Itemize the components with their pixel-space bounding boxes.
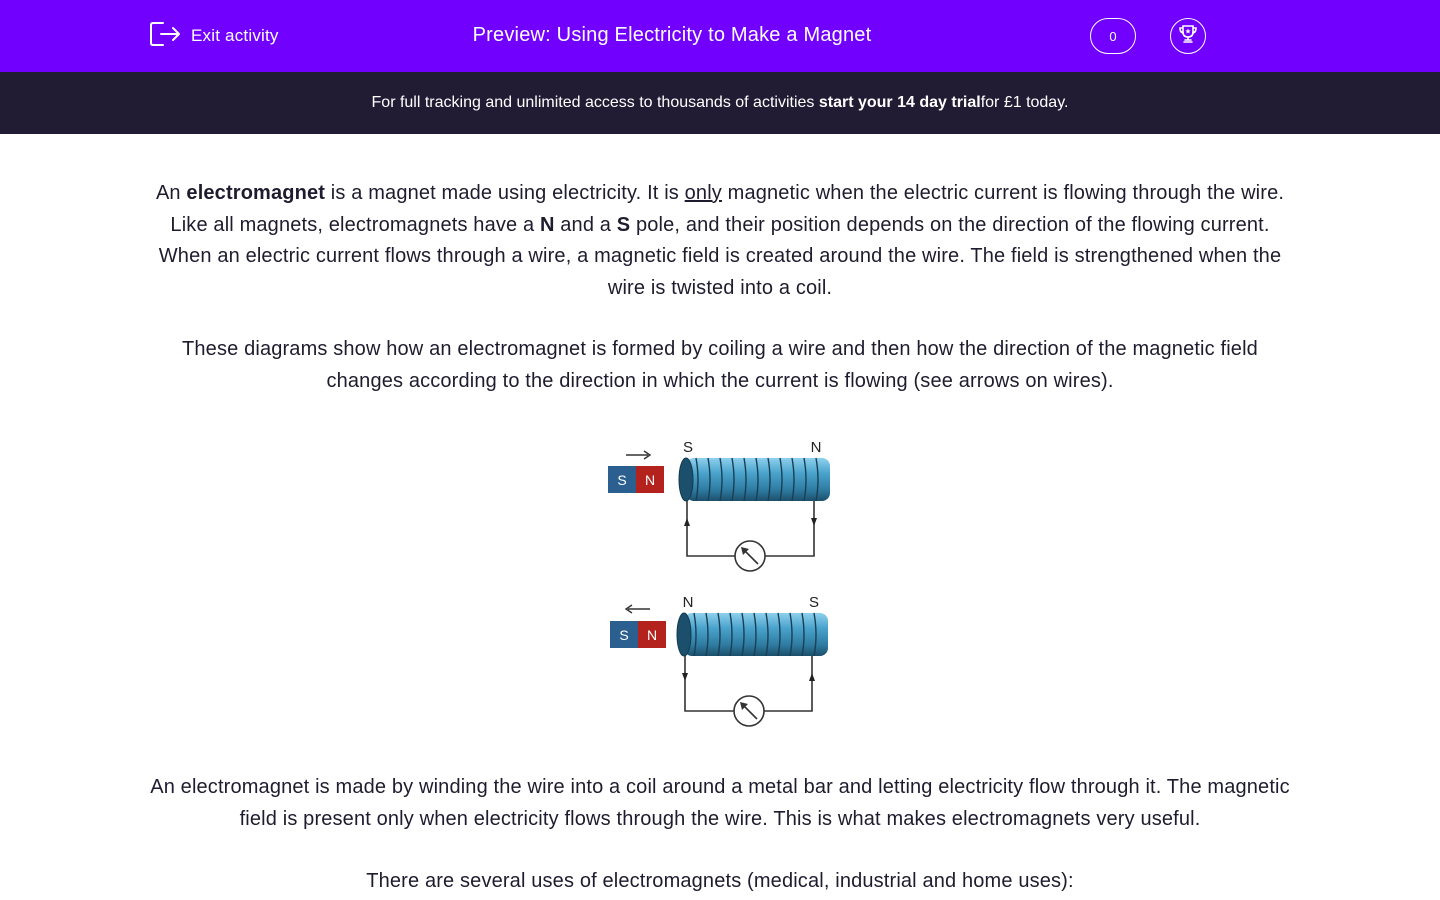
text-span: pole, and their position depends on the direction of the flowing current. When an electric current flows through a wire, a magnetic field is created around the wire. The field is strengthened when the wire is twisted into a coil. (158, 213, 1282, 299)
trophy-icon (1177, 23, 1199, 50)
term-n: N (539, 213, 555, 236)
ammeter (734, 696, 764, 726)
current-arrow-left (626, 605, 650, 613)
electromagnet-diagram (600, 430, 840, 750)
magnet-s-label: S (619, 627, 629, 643)
page-title: Preview: Using Electricity to Make a Magnet (472, 24, 872, 46)
magnet-s-label: S (617, 472, 627, 488)
coil-left-pole-label: S (682, 439, 694, 456)
intro-paragraph (150, 178, 1290, 304)
term-electromagnet: electromagnet (186, 182, 326, 204)
bottom-electromagnet (610, 594, 828, 726)
text-span: magnetic when the electric current is flowing through the wire. Like all magnets, electromagnets have a (170, 182, 1285, 236)
lesson-content (150, 178, 1290, 427)
electromagnet-explanation-paragraph: An electromagnet is made by winding the wire into a coil around a metal bar and letting electricity flow through it. The magnetic field is present only when electricity flows through the wire. This is what makes electromagnets very useful. (150, 776, 1290, 830)
magnet-n-label: N (644, 472, 656, 488)
emphasis-only: only (684, 182, 722, 204)
score-counter: 0 (1090, 18, 1136, 54)
text-span: and a (554, 213, 617, 236)
magnet-n-label: N (646, 627, 658, 643)
trial-banner-suffix: for £1 today. (980, 94, 1069, 111)
trophy-button[interactable] (1170, 18, 1206, 54)
diagram-intro-paragraph: These diagrams show how an electromagnet is formed by coiling a wire and then how the direction of the magnetic field changes according to the direction in which the current is flowing (see arrows on wires). (182, 338, 1258, 392)
start-trial-link[interactable]: start your 14 day trial (818, 94, 981, 111)
coil-right-pole-label: S (808, 594, 820, 611)
trial-banner-text: For full tracking and unlimited access to thousands of activities (371, 94, 815, 111)
uses-intro-paragraph: There are several uses of electromagnets (medical, industrial and home uses): (366, 870, 1074, 892)
trial-banner (0, 72, 1440, 134)
coil-left-pole-label: N (682, 594, 694, 611)
top-bar (0, 0, 1440, 72)
ammeter (735, 541, 765, 571)
coil-right-pole-label: N (810, 439, 822, 456)
exit-activity-label: Exit activity (191, 26, 279, 45)
text-span: is a magnet made using electricity. It is (325, 182, 685, 204)
term-s: S (616, 213, 631, 236)
text-span: An (155, 182, 187, 204)
current-arrow-right (626, 451, 650, 459)
top-electromagnet (608, 439, 830, 571)
